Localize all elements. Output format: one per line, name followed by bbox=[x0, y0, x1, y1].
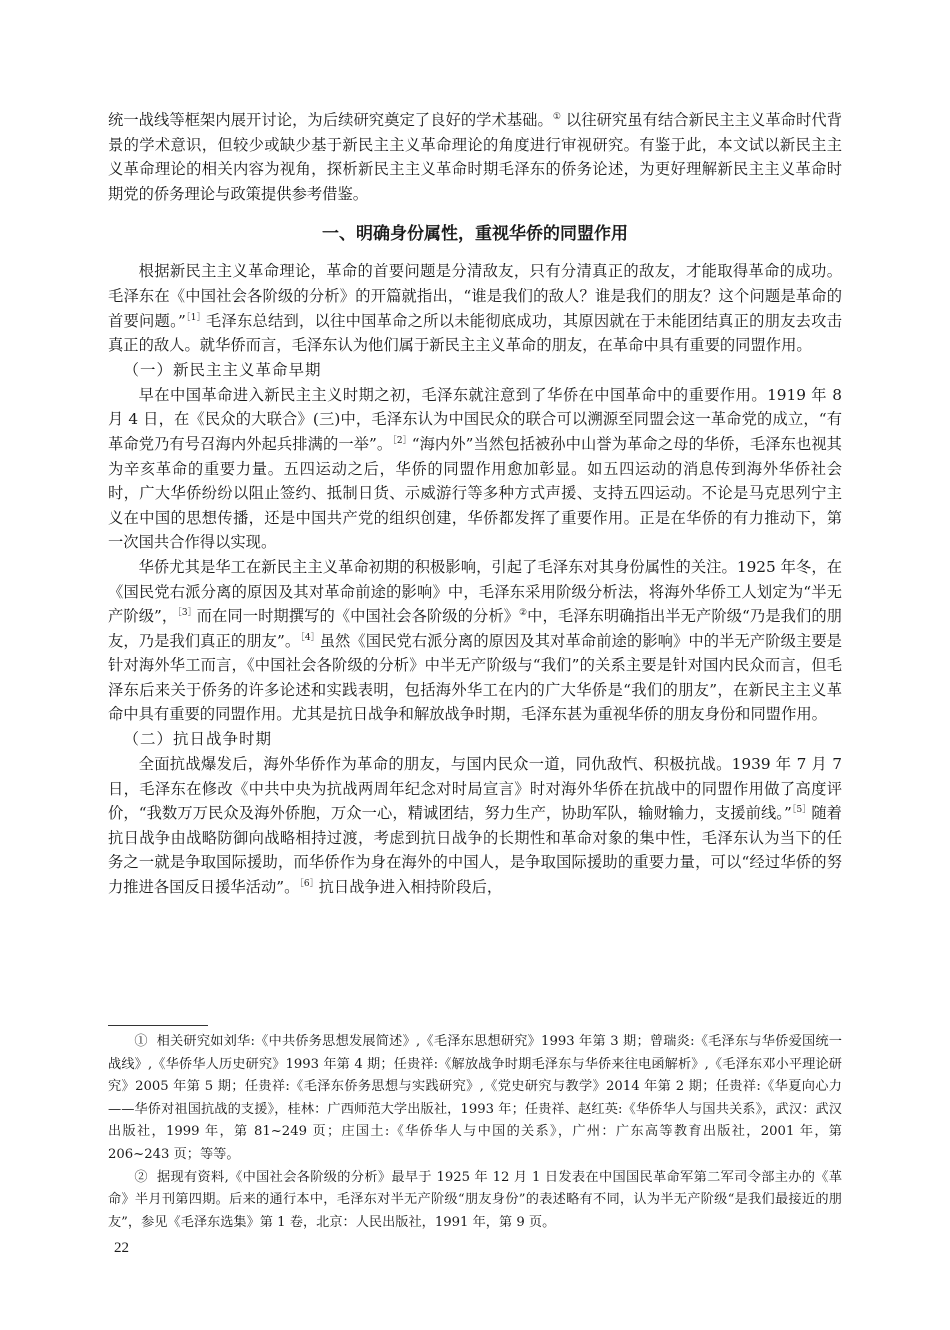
subsection-heading-2: （二）抗日战争时期 bbox=[123, 730, 273, 749]
page-number: 22 bbox=[114, 1240, 129, 1256]
intro-text: 统一战线等框架内展开讨论，为后续研究奠定了良好的学术基础。 bbox=[108, 111, 553, 129]
citation-ref-6[interactable]: ［6］ bbox=[299, 878, 319, 889]
para-text: 早在中国革命进入新民主主义时期之初，毛泽东就注意到了华侨在中国革命中的重要作用。1919 年 8 月 4 日，在《民众的大联合》(三)中，毛泽东认为中国民众的联合可以溯源至同盟会这一革命党的成立，“有革命党乃有号召海内外起兵排满的一举”。 bbox=[108, 385, 842, 453]
para-text: 华侨尤其是华工在新民主主义革命初期的积极影响，引起了毛泽东对其身份属性的关注。1925 年冬，在《国民党右派分离的原因及其对革命前途的影响》中，毛泽东采用阶级分析法，将海外华侨工人划定为“半无产阶级”， bbox=[108, 557, 842, 626]
para-text: 随着抗日战争由战略防御向战略相持过渡，考虑到抗日战争的长期性和革命对象的集中性，毛泽东认为当下的任务之一就是争取国际援助，而华侨作为身在海外的中国人，是争取国际援助的重要力量，可以“经过华侨的努力推进各国反日援华活动”。 bbox=[108, 804, 842, 897]
footnote-divider bbox=[108, 1025, 208, 1026]
para-text: 抗日战争进入相持阶段后， bbox=[318, 878, 503, 897]
sub1-paragraph-2 bbox=[108, 555, 842, 727]
footnote-mark-1[interactable]: ① bbox=[552, 111, 561, 122]
citation-ref-5[interactable]: ［5］ bbox=[791, 805, 812, 816]
section-heading-1: 一、明确身份属性，重视华侨的同盟作用 bbox=[322, 224, 628, 245]
para-text: 虽然《国民党右派分离的原因及其对革命前途的影响》中的半无产阶级主要是针对海外华工而言，《中国社会各阶级的分析》中半无产阶级与“我们”的关系主要是针对国内民众而言，但毛泽东后来关于侨务的许多论述和实践表明，包括海外华工在内的广大华侨是“我们的朋友”，在新民主主义革命中具有重要的同盟作用。尤其是抗日战争和解放战争时期，毛泽东甚为重视华侨的朋友身份和同盟作用。 bbox=[108, 631, 842, 724]
footnote-1 bbox=[108, 1031, 842, 1167]
citation-ref-2[interactable]: ［2］ bbox=[392, 435, 412, 446]
citation-ref-1[interactable]: ［1］ bbox=[185, 312, 206, 323]
para-text: 毛泽东总结到，以往中国革命之所以未能彻底成功，其原因就在于未能团结真正的朋友去攻击真正的敌人。就华侨而言，毛泽东认为他们属于新民主主义革命的朋友，在革命中具有重要的同盟作用。 bbox=[108, 311, 842, 355]
intro-paragraph bbox=[108, 108, 842, 206]
para-text: 全面抗战爆发后，海外华侨作为革命的朋友，与国内民众一道，同仇敌忾、积极抗战。1939 年 7 月 7 日，毛泽东在修改《中共中央为抗战两周年纪念对时局宣言》时对海外华侨在抗战中的同盟作用做了高度评价，“我数万万民众及海外侨胞，万众一心，精诚团结，努力生产，协助军队，输财输力，支援前线。” bbox=[108, 755, 842, 823]
para-text: 中，毛泽东明确指出半无产阶级“乃是我们的朋友，乃是我们真正的朋友”。 bbox=[108, 607, 842, 650]
main-body bbox=[108, 108, 842, 900]
intro-text-cont: 以往研究虽有结合新民主主义革命时代背景的学术意识，但较少或缺少基于新民主主义革命理论的角度进行审视研究。有鉴于此，本文试以新民主主义革命理论的相关内容为视角，探析新民主主义革命时期毛泽东的侨务论述，为更好理解新民主主义革命时期党的侨务理论与政策提供参考借鉴。 bbox=[108, 111, 842, 203]
footnote-2-mark: ② bbox=[134, 1169, 148, 1185]
para-text: 根据新民主主义革命理论，革命的首要问题是分清敌友，只有分清真正的敌友，才能取得革命的成功。毛泽东在《中国社会各阶级的分析》的开篇就指出，“谁是我们的敌人？谁是我们的朋友？这个问题是革命的首要问题。” bbox=[108, 262, 842, 330]
para-text: 而在同一时期撰写的《中国社会各阶级的分析》 bbox=[196, 607, 520, 626]
sub1-paragraph-1 bbox=[108, 383, 842, 555]
section1-paragraph bbox=[108, 259, 842, 357]
footnote-1-text: 相关研究如刘华:《中共侨务思想发展简述》,《毛泽东思想研究》1993 年第 3 期；曾瑞炎:《毛泽东与华侨爱国统一战线》,《华侨华人历史研究》1993 年第 4 期；任贵祥:《解放战争时期毛泽东与华侨来往电函解析》,《毛泽东邓小平理论研究》2005 年第 5 期；任贵祥:《毛泽东侨务思想与实践研究》,《党史研究与教学》2014 年第 2 期；任贵祥:《华夏向心力——华侨对祖国抗战的支援》，桂林：广西师范大学出版社，1993 年；任贵祥、赵红英:《华侨华人与国共关系》，武汉：武汉出版社，1999 年，第 81~249 页；庄国土:《华侨华人与中国的关系》，广州：广东高等教育出版社，2001 年，第 206~243 页；等等。 bbox=[108, 1034, 842, 1162]
para-text: “海内外”当然包括被孙中山誉为革命之母的华侨，毛泽东也视其为辛亥革命的重要力量。五四运动之后，华侨的同盟作用愈加彰显。如五四运动的消息传到海外华侨社会时，广大华侨纷纷以阻止签约、抵制日货、示威游行等多种方式声援、支持五四运动。不论是马克思列宁主义在中国的思想传播，还是中国共产党的组织创建，华侨都发挥了重要作用。正是在华侨的有力推动下，第一次国共合作得以实现。 bbox=[108, 434, 842, 552]
footnote-1-mark: ① bbox=[134, 1034, 148, 1049]
footnotes bbox=[108, 1031, 842, 1234]
citation-ref-4[interactable]: ［4］ bbox=[300, 632, 320, 643]
footnote-mark-2[interactable]: ② bbox=[519, 608, 528, 618]
subsection-heading-1: （一）新民主主义革命早期 bbox=[123, 360, 322, 379]
footnote-2 bbox=[108, 1167, 842, 1235]
footnote-2-text: 据现有资料,《中国社会各阶级的分析》最早于 1925 年 12 月 1 日发表在中国国民革命军第二军司令部主办的《革命》半月刊第四期。后来的通行本中，毛泽东对半无产阶级“朋友身份”的表述略有不同，认为半无产阶级“是我们最接近的朋友”，参见《毛泽东选集》第 1 卷，北京：人民出版社，1991 年，第 9 页。 bbox=[108, 1169, 843, 1230]
sub2-paragraph-1 bbox=[108, 752, 842, 900]
citation-ref-3[interactable]: ［3］ bbox=[177, 608, 197, 618]
